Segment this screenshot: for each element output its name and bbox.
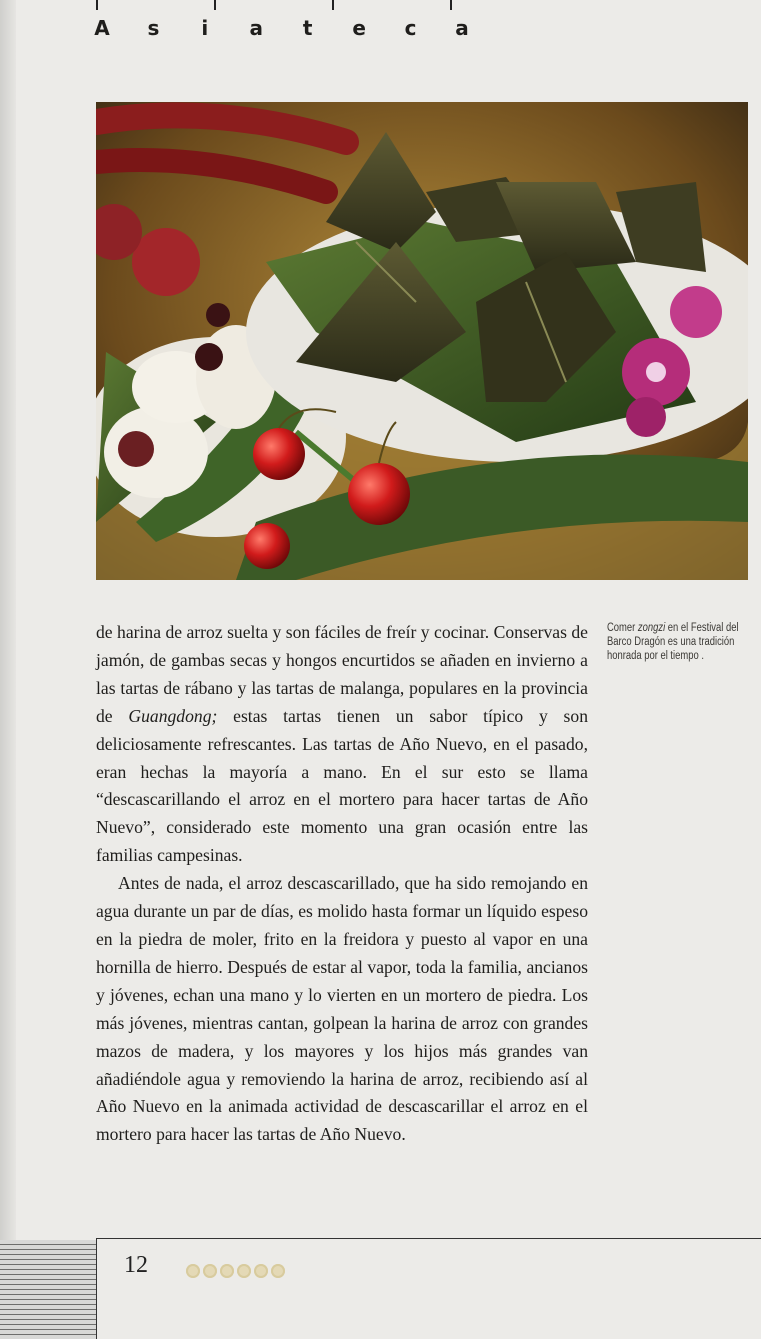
footer-divider <box>96 1238 97 1339</box>
header-letter: a <box>455 16 469 40</box>
running-header <box>92 16 472 46</box>
caption-prefix: Comer <box>607 622 638 634</box>
paragraph-2: Antes de nada, el arroz descascarillado, que ha sido remojando en agua durante un par de días, es molido hasta formar un líquido espeso en la piedra de moler, frito en la freidora y puesto al vapor en una hornilla de hierro. Después de estar al vapor, toda la familia, ancianos y jóvenes, echan una mano y lo vierten en un mortero de piedra. Los más jóvenes, mientras cantan, golpean la harina de arroz con grandes mazos de madera, y los mayores y los hijos más grandes van añadiéndole agua y removiendo la harina de arroz, recibiendo así al Año Nuevo en la animada actividad de descascarillar el arroz en el mortero para hacer las tartas de Año Nuevo. <box>96 873 588 1145</box>
header-letter: A <box>94 16 110 40</box>
photo-caption <box>607 621 746 663</box>
header-letter: e <box>352 16 366 40</box>
decor-dot <box>237 1264 251 1278</box>
header-letter: i <box>201 16 209 40</box>
page-gutter <box>0 0 16 1339</box>
header-letter: t <box>302 16 313 40</box>
decor-dot <box>220 1264 234 1278</box>
footer-decor-dots <box>186 1264 285 1280</box>
paragraph-1-part-b: estas tartas tienen un sabor típico y son deliciosamente refrescantes. Las tartas de Año Nuevo, en el pasado, eran hechas la mayoría a mano. En el sur esto se llama “descascarillando el arroz en el mortero para hacer tartas de Año Nuevo”, considerado este momento una gran ocasión entre las familias campesinas. <box>96 705 588 866</box>
header-ticks <box>96 0 456 10</box>
paragraph-1-italic: Guangdong; <box>128 705 218 726</box>
header-letter: a <box>249 16 264 40</box>
footer-rule <box>96 1238 761 1239</box>
zongzi-photo <box>96 102 748 580</box>
caption-suffix: en el Festival del Barco Dragón es una tradición honrada por el tiempo . <box>607 622 739 662</box>
footer-decor-lines <box>0 1240 96 1339</box>
header-letter: s <box>147 16 160 40</box>
header-letter: c <box>404 16 417 40</box>
decor-dot <box>271 1264 285 1278</box>
page-number: 12 <box>124 1252 148 1278</box>
body-text <box>96 619 588 1149</box>
paragraph-1 <box>96 619 588 870</box>
food-photo-illustration <box>96 102 748 580</box>
decor-dot <box>186 1264 200 1278</box>
paragraph-1-part-a: de harina de arroz suelta y son fáciles de freír y cocinar. Conservas de jamón, de gambas secas y hongos encurtidos se añaden en invierno a las tartas de rábano y las tartas de malanga, populares en la provincia de <box>96 622 588 726</box>
decor-dot <box>254 1264 268 1278</box>
caption-italic: zongzi <box>637 622 666 634</box>
decor-dot <box>203 1264 217 1278</box>
